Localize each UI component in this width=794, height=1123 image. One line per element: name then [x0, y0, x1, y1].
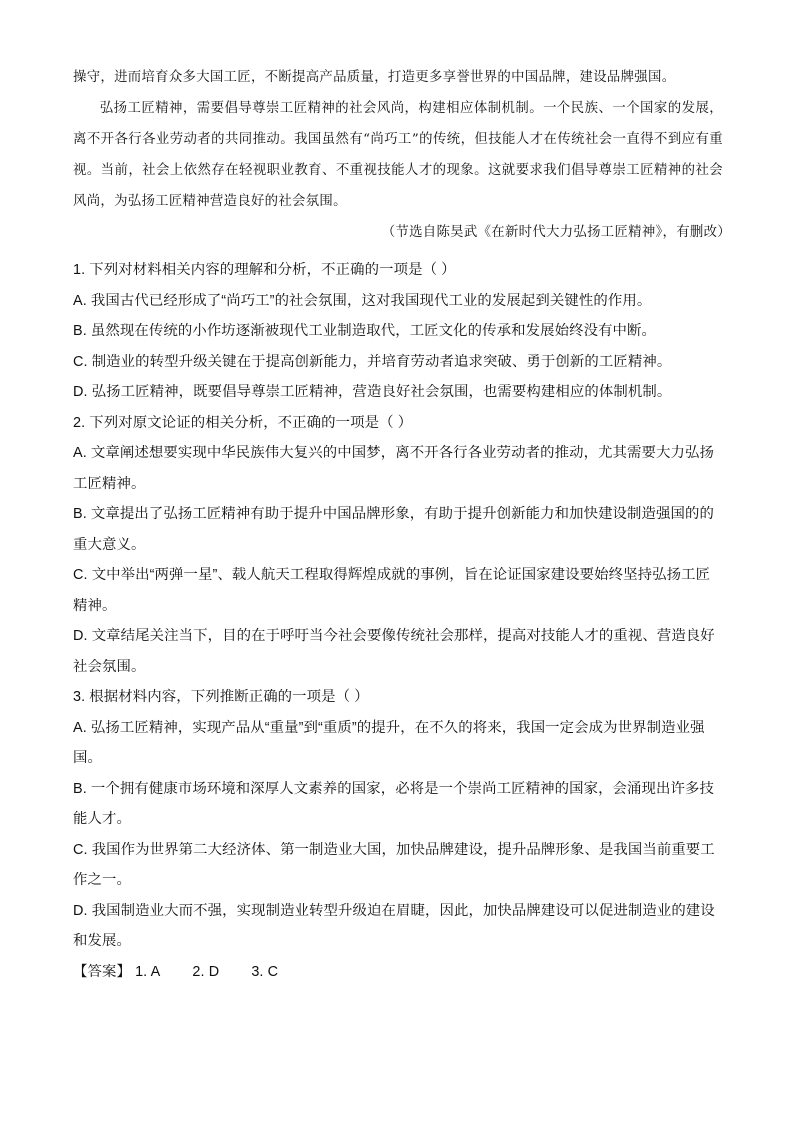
option-c: C. 我国作为世界第二大经济体、第一制造业大国，加快品牌建设，提升品牌形象、是我国当前重要工作之一。	[73, 841, 715, 888]
answer-label: 【答案】	[73, 963, 131, 980]
question-stem: 2. 下列对原文论证的相关分析，不正确的一项是（ ）	[73, 414, 413, 431]
answer-item: 2. D	[192, 963, 220, 980]
reading-passage	[73, 62, 731, 248]
option-a: A. 我国古代已经形成了“尚巧工”的社会氛围，这对我国现代工业的发展起到关键性的作用。	[73, 292, 652, 309]
passage-paragraph: 弘扬工匠精神，需要倡导尊崇工匠精神的社会风尚，构建相应体制机制。一个民族、一个国家的发展，离不开各行各业劳动者的共同推动。我国虽然有“尚巧工”的传统，但技能人才在传统社会一直得不到应有重视。当前，社会上依然存在轻视职业教育、不重视技能人才的现象。这就要求我们倡导尊崇工匠精神的社会风尚，为弘扬工匠精神营造良好的社会氛围。	[73, 101, 723, 209]
option-d: D. 我国制造业大而不强，实现制造业转型升级迫在眉睫，因此，加快品牌建设可以促进制造业的建设和发展。	[73, 902, 715, 949]
answer-item: 1. A	[135, 963, 161, 980]
option-c: C. 文中举出“两弹一星”、载人航天工程取得辉煌成就的事例，旨在论证国家建设要始终坚持弘扬工匠精神。	[73, 567, 711, 614]
option-b: B. 文章提出了弘扬工匠精神有助于提升中国品牌形象，有助于提升创新能力和加快建设制造强国的的重大意义。	[73, 506, 714, 553]
question-stem: 1. 下列对材料相关内容的理解和分析，不正确的一项是（ ）	[73, 262, 456, 278]
option-a: A. 弘扬工匠精神，实现产品从“重量”到“重质”的提升，在不久的将来，我国一定会成为世界制造业强国。	[73, 719, 705, 766]
passage-source-citation: （节选自陈昊武《在新时代大力弘扬工匠精神》，有删改）	[381, 225, 731, 240]
option-a: A. 文章阐述想要实现中华民族伟大复兴的中国梦，离不开各行各业劳动者的推动，尤其需要大力弘扬工匠精神。	[73, 445, 714, 492]
question-list	[73, 255, 718, 987]
question-1	[73, 255, 718, 408]
question-3	[73, 682, 718, 957]
option-d: D. 文章结尾关注当下，目的在于呼吁当今社会要像传统社会那样，提高对技能人才的重视、营造良好社会氛围。	[73, 628, 715, 675]
question-2	[73, 408, 718, 683]
option-d: D. 弘扬工匠精神，既要倡导尊崇工匠精神，营造良好社会氛围，也需要构建相应的体制机制。	[73, 384, 672, 400]
passage-paragraph-continued: 操守，进而培育众多大国工匠，不断提高产品质量，打造更多享誉世界的中国品牌，建设品牌强国。	[73, 70, 676, 85]
option-b: B. 虽然现在传统的小作坊逐渐被现代工业制造取代，工匠文化的传承和发展始终没有中断。	[73, 323, 657, 339]
option-c: C. 制造业的转型升级关键在于提高创新能力，并培育劳动者追求突破、勇于创新的工匠精神。	[73, 353, 672, 370]
answer-item: 3. C	[251, 963, 279, 980]
question-stem: 3. 根据材料内容，下列推断正确的一项是（ ）	[73, 689, 369, 705]
option-b: B. 一个拥有健康市场环境和深厚人文素养的国家，必将是一个崇尚工匠精神的国家，会涌现出许多技能人才。	[73, 780, 714, 827]
answer-key	[73, 957, 718, 988]
